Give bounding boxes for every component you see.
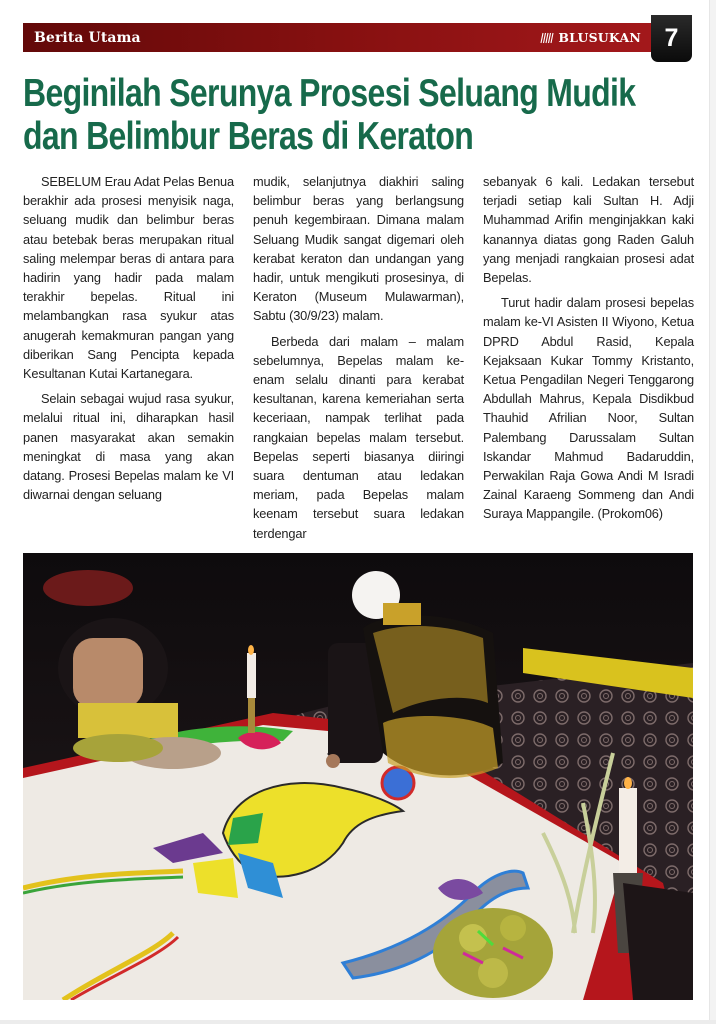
page-edge-bottom — [0, 1020, 716, 1024]
bare-chested-man — [73, 638, 143, 708]
ceremony-photo-illustration — [23, 553, 693, 1000]
article-paragraph: SEBELUM Erau Adat Pelas Benua berakhir ada prosesi menyisik naga, seluang mudik dan belimbur beras atau betebak beras merupakan ritual saling melempar beras di antara para hadirin yang hadir pada malam terakhir bepelas. Ritual ini melambangkan rasa syukur atas anugerah kemakmuran pangan yang diberikan Sang Pencipta kepada Kesultanan Kutai Kartanegara. — [23, 174, 234, 382]
bundle — [500, 915, 526, 941]
stripes-logo-icon — [540, 32, 554, 44]
brand — [540, 30, 653, 45]
page-number-badge: 7 — [651, 15, 692, 62]
sultan-hand — [326, 754, 340, 768]
ceremony-photo — [23, 553, 693, 1000]
yellow-diamond — [193, 858, 238, 898]
lower-right-shadow — [623, 883, 693, 1000]
candle-flame-icon — [248, 645, 254, 655]
candle-right — [619, 788, 637, 873]
offering-bundles — [73, 734, 163, 762]
candle-left — [247, 653, 256, 698]
section-header-bar — [23, 23, 653, 52]
candle-holder — [248, 698, 255, 733]
article-column-3 — [483, 172, 694, 544]
article-headline — [23, 72, 636, 158]
article-paragraph: Selain sebagai wujud rasa syukur, melalui ritual ini, diharapkan hasil panen masyarakat akan semakin meningkat di masa yang akan datang. Prosesi Bepelas malam ke VI diwarnai dengan seluang — [23, 391, 234, 503]
section-label: Berita Utama — [34, 29, 141, 46]
headline-line-2: dan Belimbur Beras di Keraton — [23, 115, 474, 158]
gold-headband — [383, 603, 421, 625]
article-column-1 — [23, 172, 234, 544]
candle-flame-icon — [624, 777, 632, 789]
article-paragraph: mudik, selanjutnya diakhiri saling belimbur beras yang berlangsung penuh kegembiraan. Dimana malam Seluang Mudik sangat digemari oleh kerabat keraton dan undangan yang hadir, untuk mengikuti prosesinya, di Keraton (Museum Mulawarman), Sabtu (30/9/23) malam. — [253, 174, 464, 324]
article-paragraph: Berbeda dari malam – malam sebelumnya, Bepelas malam ke-enam selalu dinanti para kerabat kesultanan, karena kemeriahan serta keceriaan, nampak terlihat pada rangkaian bepelas malam tersebut. Bepelas seperti biasanya diiringi suara dentuman atau ledakan meriam, pada Bepelas malam keenam tersebut suara ledakan terdengar — [253, 333, 464, 541]
blue-medallion — [382, 767, 414, 799]
headline-line-1: Beginilah Serunya Prosesi Seluang Mudik — [23, 72, 636, 115]
yellow-sarong — [78, 703, 178, 738]
article-paragraph: Turut hadir dalam prosesi bepelas malam ke-VI Asisten II Wiyono, Ketua DPRD Abdul Rasid, Kepala Kejaksaan Kukar Tommy Kristanto, Ketua Pengadilan Negeri Tenggarong Abdullah Mahrus, Kepala Disdikbud Thauhid Afrilian Noor, Sultan Palembang Darussalam Sultan Iskandar Mahmud Badaruddin, Perwakilan Raja Gowa Andi M Isradi Zainal Karaeng Sommeng dan Andi Suraya Mappangile. (Prokom06) — [483, 295, 694, 522]
red-headdress — [43, 570, 133, 606]
article-paragraph: sebanyak 6 kali. Ledakan tersebut terjadi setiap kali Sultan H. Adji Muhammad Arifin menginjakkan kaki kanannya diatas gong Raden Galuh yang menjadi rangkaian prosesi adat Bepelas. — [483, 174, 694, 286]
article-column-2 — [253, 172, 464, 544]
bundle — [459, 924, 487, 952]
page-edge-right — [709, 0, 716, 1024]
brand-name: BLUSUKAN — [558, 30, 641, 45]
